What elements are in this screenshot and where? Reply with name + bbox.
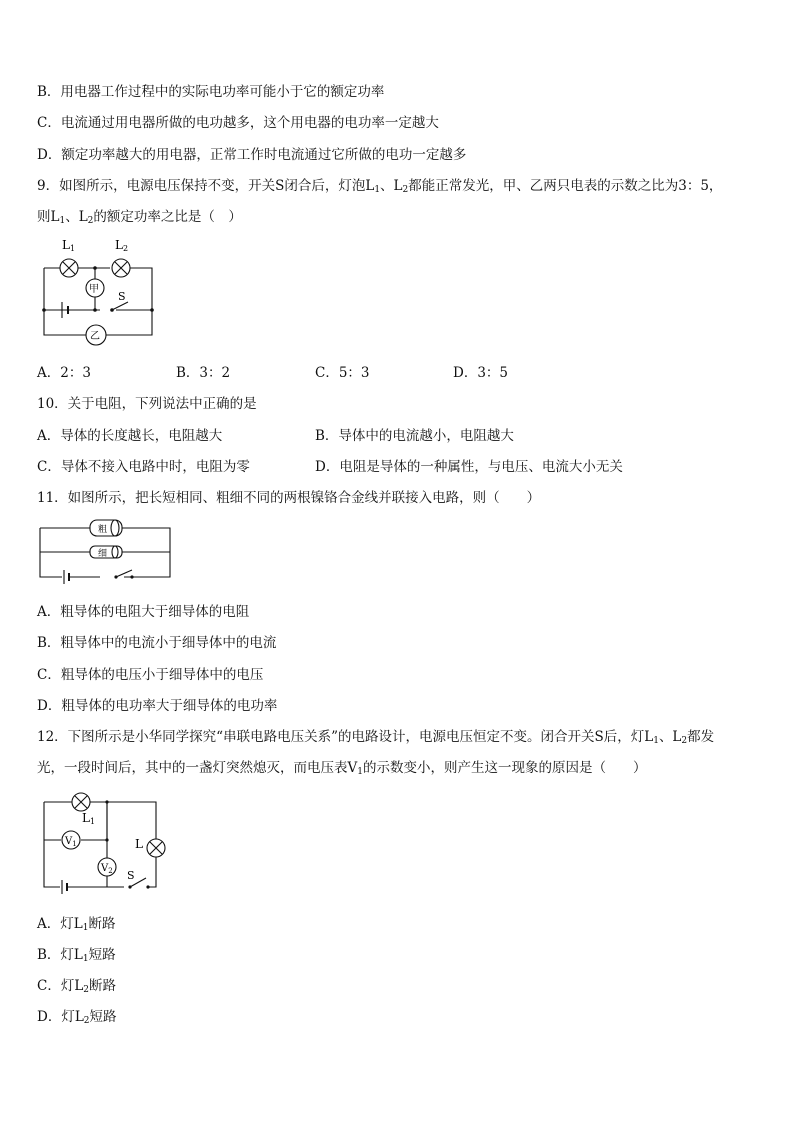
q9-option-d: D．3：5 [453, 365, 509, 381]
q12-option-b: B．灯$L_1$短路 [37, 947, 116, 964]
q12-stem-line2: 光，一段时间后，其中的一盏灯突然熄灭，而电压表$V_1$的示数变小，则产生这一现象的原因是（ ） [37, 760, 647, 777]
q9-circuit-diagram [38, 238, 158, 348]
q12-fig-label-l: L [135, 837, 143, 851]
q12-fig-label-s: S [127, 869, 135, 882]
q12-circuit-diagram [36, 790, 170, 894]
q8-option-c: C．电流通过用电器所做的电功越多，这个用电器的电功率一定越大 [37, 115, 439, 131]
q9-fig-label-s: S [118, 290, 126, 303]
q12-fig-label-v2: $V_2$ [101, 863, 113, 875]
q10-option-c: C．导体不接入电路中时，电阻为零 [37, 459, 250, 475]
q9-option-a: A．2：3 [37, 365, 91, 381]
q9-fig-label-yi: 乙 [90, 331, 100, 342]
q11-stem: 11．如图所示，把长短相同、粗细不同的两根镍铬合金线并联接入电路，则（ ） [37, 490, 541, 506]
q11-option-a: A．粗导体的电阻大于细导体的电阻 [37, 604, 250, 620]
q8-option-b: B．用电器工作过程中的实际电功率可能小于它的额定功率 [37, 84, 385, 100]
q11-option-b: B．粗导体中的电流小于细导体中的电流 [37, 635, 277, 651]
q12-option-a: A．灯$L_1$断路 [37, 916, 116, 933]
q11-fig-label-thick: 粗 [98, 525, 108, 535]
q9-stem-line1: 9．如图所示，电源电压保持不变，开关S闭合后，灯泡$L_1$、$L_2$都能正常发光，甲、乙两只电表的示数之比为3：5， [37, 178, 723, 195]
q9-fig-label-l1: L1 [62, 238, 76, 253]
q11-circuit-diagram [38, 515, 174, 581]
q8-option-d: D．额定功率越大的用电器，正常工作时电流通过它所做的电功一定越多 [37, 147, 467, 163]
q10-option-d: D．电阻是导体的一种属性，与电压、电流大小无关 [315, 459, 623, 475]
q11-option-d: D．粗导体的电功率大于细导体的电功率 [37, 698, 278, 714]
q12-fig-label-l1: L1 [82, 811, 96, 826]
q9-stem-line2: 则$L_1$、$L_2$的额定功率之比是（ ） [37, 209, 242, 226]
q9-option-b: B．3：2 [176, 365, 231, 381]
q9-fig-label-l2: L2 [115, 238, 129, 253]
q12-option-c: C．灯$L_2$断路 [37, 978, 117, 995]
q10-option-b: B．导体中的电流越小，电阻越大 [315, 428, 514, 444]
q9-option-c: C．5：3 [315, 365, 370, 381]
q9-fig-label-jia: 甲 [89, 284, 99, 295]
q12-option-d: D．灯$L_2$短路 [37, 1009, 117, 1026]
q12-stem-line1: 12．下图所示是小华同学探究“串联电路电压关系”的电路设计，电源电压恒定不变。闭合开关S后，灯$L_1$、$L_2$都发 [37, 729, 715, 746]
q10-option-a: A．导体的长度越长，电阻越大 [37, 428, 223, 444]
q12-fig-label-v1: $V_1$ [65, 836, 77, 848]
q10-stem: 10．关于电阻，下列说法中正确的是 [37, 396, 257, 412]
q11-option-c: C．粗导体的电压小于细导体中的电压 [37, 667, 264, 683]
q11-fig-label-thin: 细 [98, 549, 108, 559]
